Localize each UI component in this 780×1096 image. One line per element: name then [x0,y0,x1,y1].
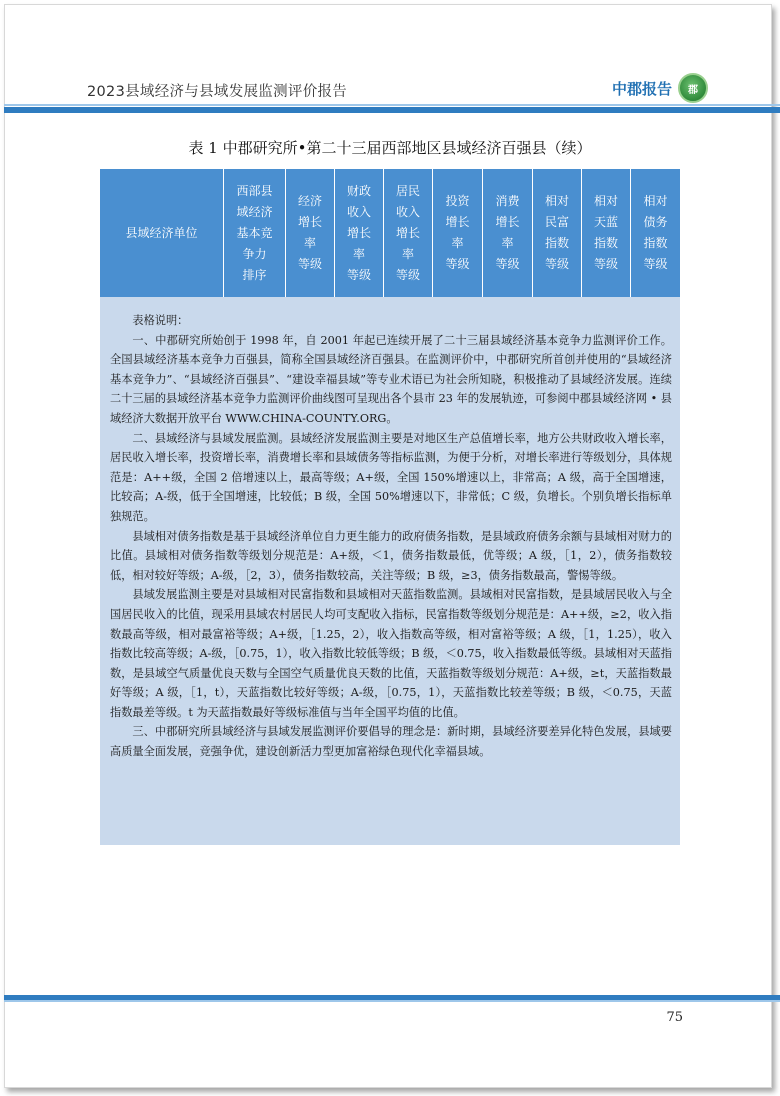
notes-paragraph-3: 县域相对债务指数是基于县域经济单位自力更生能力的政府债务指数，是县域政府债务余额与县域相对财力的比值。县域相对债务指数等级划分规范是：A+级，＜1，债务指数最低，优等级；A 级，［1，2），债务指数较低，相对较好等级；A-级，［2，3），债务指数较高，关注等级；B 级，≥3，债务指数最高，警惕等级。 [110,529,672,582]
table-title: 表 1 中郡研究所•第二十三届西部地区县域经济百强县（续） [188,139,592,157]
logo-text: 郡 [688,84,698,96]
footer-rule-light [4,1000,780,1002]
notes-paragraph-2: 二、县域经济与县域发展监测。县域经济发展监测主要是对地区生产总值增长率，地方公共财政收入增长率，居民收入增长率，投资增长率，消费增长率和县域债务等指标监测，为便于分析，对增长率进行等级划分，具体规范是：A++级，全国 2 倍增速以上，最高等级；A+级，全国 150%增速以上，非常高；A 级，高于全国增速，比较高；A-级，低于全国增速，比较低；B 级，全国 50%增速以下，非常低；C 级，负增长。个别负增长指标单独规范。 [110,431,672,523]
col-header-bluesky-index: 相对 天蓝 指数 等级 [582,169,631,297]
notes-label: 表格说明： [132,314,189,327]
col-header-rank: 西部县 域经济 基本竞 争力 排序 [224,169,286,297]
brand [612,73,708,103]
notes-paragraph-4: 县域发展监测主要是对县域相对民富指数和县域相对天蓝指数监测。县域相对民富指数，是县域居民收入与全国居民收入的比值，现采用县域农村居民人均可支配收入指标，民富指数等级划分规范是：A++级，≥2，收入指数最高等级，相对最富裕等级；A+级，［1.25，2），收入指数高等级，相对富裕等级；A 级，［1，1.25），收入指数比较高等级；A-级，［0.75，1），收入指数比较低等级；B 级，＜0.75，收入指数最低等级。县域相对天蓝指数，是县域空气质量优良天数与全国空气质量优良天数的比值，天蓝指数等级划分规范：A+级，≥t，天蓝指数最好等级；A 级，［1，t），天蓝指数比较好等级；A-级，［0.75，1），天蓝指数比较差等级；B 级，＜0.75，天蓝指数最差等级。t 为天蓝指数最好等级标准值与当年全国平均值的比值。 [110,588,672,719]
logo-icon [678,73,708,103]
table-notes [100,297,680,845]
header-rule [4,107,780,113]
col-header-economic-growth: 经济 增长 率 等级 [286,169,335,297]
col-header-wealth-index: 相对 民富 指数 等级 [533,169,582,297]
page-number: 75 [666,1010,683,1025]
table-header [100,169,680,297]
header-rule-light [4,104,780,106]
col-header-investment-growth: 投资 增长 率 等级 [433,169,483,297]
report-header-title: 2023县域经济与县域发展监测评价报告 [87,84,348,100]
col-header-debt-index: 相对 债务 指数 等级 [643,194,668,271]
notes-paragraph-5: 三、中郡研究所县域经济与县域发展监测评价要倡导的理念是：新时期，县域经济要差异化特色发展，县域要高质量全面发展，竞强争优，建设创新活力型更加富裕绿色现代化幸福县域。 [110,725,672,759]
col-header-consumption-growth: 消费 增长 率 等级 [483,169,533,297]
col-header-unit: 县域经济单位 [100,169,224,297]
notes-paragraph-1: 一、中郡研究所始创于 1998 年，自 2001 年起已连续开展了二十三届县域经济基本竞争力监测评价工作。全国县域经济基本竞争力百强县，简称全国县域经济百强县。在监测评价中，中郡研究所首创并使用的“县域经济基本竞争力”、“县域经济百强县”、“建设幸福县域”等专业术语已为社会所知晓，积极推动了县域经济发展。连续二十三届的县域经济基本竞争力监测评价曲线图可呈现出各个县市 23 年的发展轨迹，可参阅中郡县域经济网 • 县域经济大数据开放平台 WWW.CHINA-COUNTY.ORG。 [110,333,672,425]
brand-name: 中郡报告 [611,79,672,98]
col-header-fiscal-growth: 财政 收入 增长 率 等级 [335,169,384,297]
col-header-income-growth: 居民 收入 增长 率 等级 [384,169,433,297]
